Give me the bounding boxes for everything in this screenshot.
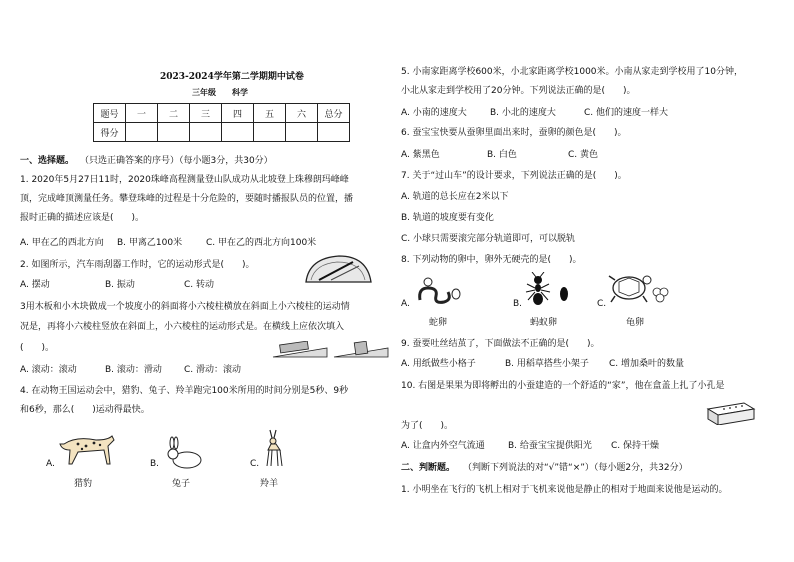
silkworm-box-icon <box>704 399 756 425</box>
score-cell: 总分 <box>318 104 350 123</box>
snake-icon <box>414 274 464 306</box>
q4-label-cheetah: 猎豹 <box>74 479 93 489</box>
q6-option-b[interactable]: B. 白色 <box>487 150 517 160</box>
q1-option-a[interactable]: A. 甲在乙的西北方向 <box>20 238 104 248</box>
q5-option-c[interactable]: C. 他们的速度一样大 <box>584 108 669 118</box>
q1-line2: 顶，完成峰顶测量任务。攀登珠峰的过程是十分危险的，要随时播报队员的位置，播 <box>20 194 354 204</box>
q6-option-c[interactable]: C. 黄色 <box>568 150 599 160</box>
turtle-icon <box>607 268 669 306</box>
q10-option-c[interactable]: C. 保持干燥 <box>611 441 660 451</box>
antelope-icon <box>258 428 286 468</box>
q4-label-rabbit: 兔子 <box>172 479 191 489</box>
q10-option-b[interactable]: B. 给蚕宝宝提供阳光 <box>508 441 592 451</box>
q3-line3: ( )。 <box>20 343 55 353</box>
q6-text: 6. 蚕宝宝快要从蚕卵里面出来时，蚕卵的颜色是( )。 <box>401 128 627 138</box>
q4-line1: 4. 在动物王国运动会中，猎豹、兔子、羚羊跑完100米所用的时间分别是5秒、9秒 <box>20 386 349 396</box>
q6-option-a[interactable]: A. 紫黑色 <box>401 150 440 160</box>
section2-note: （判断下列说法的对“√”错“×”）（每小题2分，共32分） <box>463 463 688 473</box>
q2-option-c[interactable]: C. 转动 <box>184 280 215 290</box>
exam-grade: 三年级 <box>192 87 216 97</box>
score-cell: 四 <box>222 104 254 123</box>
q8-text: 8. 下列动物的卵中，卵外无硬壳的是( )。 <box>401 255 582 265</box>
score-cell: 五 <box>254 104 286 123</box>
q8-label-turtle: 龟卵 <box>626 318 645 328</box>
q10-option-a[interactable]: A. 让盒内外空气流通 <box>401 441 485 451</box>
q1-line1: 1. 2020年5月27日11时，2020珠峰高程测量登山队成功从北坡登上珠穆朗玛峰峰 <box>20 175 349 185</box>
q3-option-b[interactable]: B. 滚动：滑动 <box>105 365 162 375</box>
section1-title: 一、选择题。 <box>20 156 75 166</box>
score-input-cell[interactable] <box>286 123 318 142</box>
q5-line2: 小北从家走到学校用了20分钟。下列说法正确的是( )。 <box>401 86 636 96</box>
score-cell: 得分 <box>94 123 126 142</box>
q9-text: 9. 蚕要吐丝结茧了，下面做法不正确的是( )。 <box>401 339 600 349</box>
q1-option-b[interactable]: B. 甲离乙100米 <box>117 238 183 248</box>
q4-option-b[interactable]: B. <box>150 459 160 469</box>
q9-option-c[interactable]: C. 增加桑叶的数量 <box>609 359 685 369</box>
score-table <box>93 103 350 142</box>
score-table-header-row <box>94 104 350 123</box>
score-input-cell[interactable] <box>254 123 286 142</box>
incline-prism-icon <box>333 341 389 359</box>
score-input-cell[interactable] <box>126 123 158 142</box>
q4-option-a[interactable]: A. <box>46 459 55 469</box>
q7-option-a[interactable]: A. 轨道的总长应在2米以下 <box>401 192 509 202</box>
q3-option-c[interactable]: C. 滑动：滚动 <box>184 365 242 375</box>
q10-line2: 为了( )。 <box>401 421 454 431</box>
q8-option-a[interactable]: A. <box>401 299 410 309</box>
score-cell: 六 <box>286 104 318 123</box>
q7-option-c[interactable]: C. 小球只需要滚完部分轨道即可，可以脱轨 <box>401 234 576 244</box>
score-input-cell[interactable] <box>318 123 350 142</box>
rabbit-icon <box>163 436 205 470</box>
score-input-cell[interactable] <box>222 123 254 142</box>
q1-option-c[interactable]: C. 甲在乙的西北方向100米 <box>206 238 317 248</box>
q5-option-a[interactable]: A. 小南的速度大 <box>401 108 467 118</box>
score-cell: 二 <box>158 104 190 123</box>
q8-option-b[interactable]: B. <box>513 299 523 309</box>
q5-line1: 5. 小南家距离学校600米，小北家距离学校1000米。小南从家走到学校用了10分钟， <box>401 67 743 77</box>
q9-option-b[interactable]: B. 用稻草搭些小架子 <box>505 359 589 369</box>
score-cell: 三 <box>190 104 222 123</box>
q4-label-antelope: 羚羊 <box>260 479 279 489</box>
q2-option-a[interactable]: A. 摆动 <box>20 280 50 290</box>
windshield-wiper-icon <box>301 252 375 288</box>
cheetah-icon <box>56 430 116 468</box>
q4-option-c[interactable]: C. <box>250 459 260 469</box>
q5-option-b[interactable]: B. 小北的速度大 <box>490 108 556 118</box>
q8-label-ant: 蚂蚁卵 <box>530 318 558 328</box>
score-cell: 题号 <box>94 104 126 123</box>
q2-text: 2. 如图所示，汽车雨刮器工作时，它的运动形式是( )。 <box>20 260 255 270</box>
section1-note: （只选正确答案的序号）（每小题3分，共30分） <box>80 156 273 166</box>
score-input-cell[interactable] <box>158 123 190 142</box>
q7-text: 7. 关于“过山车”的设计要求，下列说法正确的是( )。 <box>401 171 627 181</box>
incline-prism-icon <box>272 341 328 359</box>
exam-subject: 科学 <box>232 87 248 97</box>
q2-option-b[interactable]: B. 振动 <box>105 280 135 290</box>
score-table-score-row <box>94 123 350 142</box>
q7-option-b[interactable]: B. 轨道的坡度要有变化 <box>401 213 494 223</box>
q3-line1: 3用木板和小木块做成一个坡度小的斜面将小六棱柱横放在斜面上小六棱柱的运动情 <box>20 302 350 312</box>
q8-label-snake: 蛇卵 <box>429 318 448 328</box>
j1-text: 1. 小明坐在飞行的飞机上相对于飞机来说他是静止的相对于地面来说他是运动的。 <box>401 485 728 495</box>
q1-line3: 报时正确的描述应该是( )。 <box>20 213 145 223</box>
q3-option-a[interactable]: A. 滚动：滚动 <box>20 365 77 375</box>
q4-line2: 和6秒，那么( )运动得最快。 <box>20 405 150 415</box>
ant-icon <box>522 272 574 306</box>
q10-line1: 10. 右图是果果为即将孵出的小蚕建造的一个舒适的“家”，他在盒盖上扎了小孔是 <box>401 381 725 391</box>
q3-line2: 况是，再将小六棱柱竖放在斜面上，小六棱柱的运动形式是。在横线上应依次填入 <box>20 322 345 332</box>
exam-title: 2023-2024学年第二学期期中试卷 <box>160 72 304 82</box>
q8-option-c[interactable]: C. <box>597 299 607 309</box>
score-input-cell[interactable] <box>190 123 222 142</box>
q9-option-a[interactable]: A. 用纸做些小格子 <box>401 359 476 369</box>
section2-title: 二、判断题。 <box>401 463 456 473</box>
score-cell: 一 <box>126 104 158 123</box>
